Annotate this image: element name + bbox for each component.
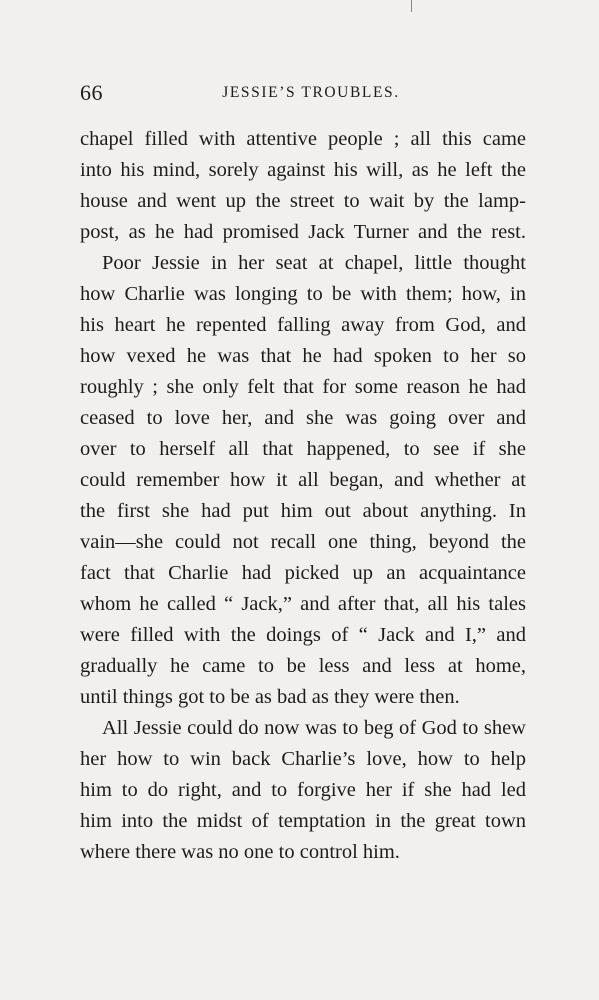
text-line: could remember how it all began, and whether at [80, 469, 526, 491]
paragraph-end-line: until things got to be as bad as they were then. [80, 686, 460, 708]
text-line: his heart he repented falling away from God, and [80, 314, 526, 336]
text-line: ceased to love her, and she was going over and [80, 407, 526, 429]
text-line: gradually he came to be less and less at home, [80, 655, 526, 677]
text-line: him into the midst of temptation in the great town [80, 810, 526, 832]
text-line: how Charlie was longing to be with them; how, in [80, 283, 526, 305]
text-line: the first she had put him out about anything. In [80, 500, 526, 522]
paragraph-start-line: All Jessie could do now was to beg of God to shew [102, 717, 526, 739]
text-line: vain—she could not recall one thing, beyond the [80, 531, 526, 553]
text-line: house and went up the street to wait by the lamp- [80, 190, 526, 212]
body-text [80, 124, 526, 868]
text-line: fact that Charlie had picked up an acquaintance [80, 562, 526, 584]
page-header [80, 80, 528, 110]
running-head: JESSIE’S TROUBLES. [222, 84, 400, 101]
text-line: whom he called “ Jack,” and after that, all his tales [80, 593, 526, 615]
text-line: him to do right, and to forgive her if she had led [80, 779, 526, 801]
scan-mark [411, 0, 412, 12]
text-line: roughly ; she only felt that for some reason he had [80, 376, 526, 398]
text-line: were filled with the doings of “ Jack and I,” and [80, 624, 526, 646]
page-number: 66 [80, 80, 103, 105]
text-line: chapel filled with attentive people ; all this came [80, 128, 526, 150]
text-line: over to herself all that happened, to see if she [80, 438, 526, 460]
paragraph-start-line: Poor Jessie in her seat at chapel, little thought [102, 252, 526, 274]
text-line: how vexed he was that he had spoken to her so [80, 345, 526, 367]
text-line: into his mind, sorely against his will, as he left the [80, 159, 526, 181]
text-line: post, as he had promised Jack Turner and the rest. [80, 221, 526, 243]
paragraph-end-line: where there was no one to control him. [80, 841, 400, 863]
text-line: her how to win back Charlie’s love, how to help [80, 748, 526, 770]
